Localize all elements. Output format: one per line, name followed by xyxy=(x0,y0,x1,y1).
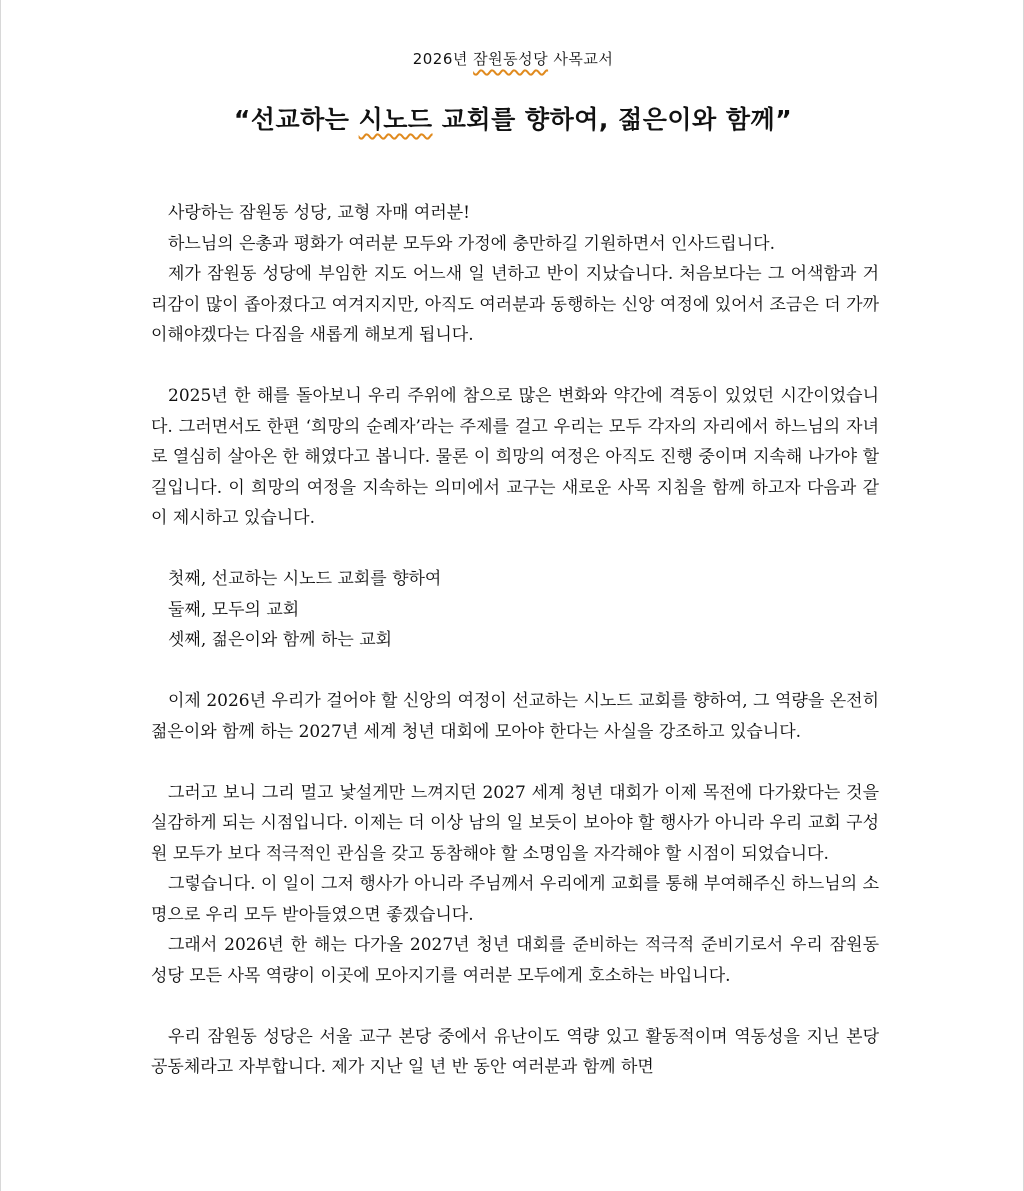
intro-paragraph: 제가 잠원동 성당에 부임한 지도 어느새 일 년하고 반이 지났습니다. 처음보다는 그 어색함과 거리감이 많이 좁아졌다고 여겨지지만, 아직도 여러분과 동행하는 신앙 여정에 있어서 조금은 더 가까이해야겠다는 다짐을 새롭게 해보게 됩니다. xyxy=(151,264,879,345)
document-header xyxy=(1,48,1024,69)
title-synod: 시노드 xyxy=(358,105,433,134)
year-review-paragraph: 2025년 한 해를 돌아보니 우리 주위에 참으로 많은 변화와 약간에 격동이 있었던 시간이었습니다. 그러면서도 한편 ‘희망의 순례자’라는 주제를 걸고 우리는 모두 각자의 자리에서 하느님의 자녀로 열심히 살아온 한 해였다고 봅니다. 물론 이 희망의 여정은 아직도 진행 중이며 지속해 나가야 할 길입니다. 이 희망의 여정을 지속하는 의미에서 교구는 새로운 사목 지침을 함께 하고자 다음과 같이 제시하고 있습니다. xyxy=(151,386,879,528)
paragraph-gap xyxy=(151,991,879,1022)
header-suffix: 사목교서 xyxy=(548,50,614,68)
guideline-item: 둘째, 모두의 교회 xyxy=(168,599,300,620)
document-body xyxy=(151,198,879,1083)
wyd-paragraph-1: 그러고 보니 그리 멀고 낯설게만 느껴지던 2027 세계 청년 대회가 이제 목전에 다가왔다는 것을 실감하게 되는 시점입니다. 이제는 더 이상 남의 일 보듯이 보아야 할 행사가 아니라 우리 교회 구성원 모두가 보다 적극적인 관심을 갖고 동참해야 할 소명임을 자각해야 할 시점이 되었습니다. xyxy=(151,782,879,864)
paragraph-gap xyxy=(151,656,879,687)
paragraph-gap xyxy=(151,534,879,565)
title-rest: 교회를 향하여, 젊은이와 함께” xyxy=(432,105,793,134)
greeting-paragraph: 사랑하는 잠원동 성당, 교형 자매 여러분! xyxy=(168,203,471,223)
document-title xyxy=(1,100,1024,136)
blessing-paragraph: 하느님의 은총과 평화가 여러분 모두와 가정에 충만하길 기원하면서 인사드립니다. xyxy=(168,233,775,254)
emphasis-paragraph: 이제 2026년 우리가 걸어야 할 신앙의 여정이 선교하는 시노드 교회를 향하여, 그 역량을 온전히 젊은이와 함께 하는 2027년 세계 청년 대회에 모아야 한다는 사실을 강조하고 있습니다. xyxy=(151,691,879,742)
guideline-item: 셋째, 젊은이와 함께 하는 교회 xyxy=(168,630,393,650)
header-year: 2026년 xyxy=(412,50,474,68)
guideline-item: 첫째, 선교하는 시노드 교회를 향하여 xyxy=(168,569,442,589)
community-paragraph: 우리 잠원동 성당은 서울 교구 본당 중에서 유난이도 역량 있고 활동적이며 역동성을 지닌 본당 공동체라고 자부합니다. 제가 지난 일 년 반 동안 여러분과 함께 하면 xyxy=(151,1026,879,1077)
wyd-paragraph-3: 그래서 2026년 한 해는 다가올 2027년 청년 대회를 준비하는 적극적 준비기로서 우리 잠원동 성당 모든 사목 역량이 이곳에 모아지기를 여러분 모두에게 호소하는 바입니다. xyxy=(151,935,879,986)
guideline-list xyxy=(151,564,879,656)
paragraph-gap xyxy=(151,747,879,778)
paragraph-gap xyxy=(151,351,879,382)
header-parish-name: 잠원동성당 xyxy=(473,50,549,68)
wyd-paragraph-2: 그렇습니다. 이 일이 그저 행사가 아니라 주님께서 우리에게 교회를 통해 부여해주신 하느님의 소명으로 우리 모두 받아들였으면 좋겠습니다. xyxy=(151,874,879,925)
title-open: “선교하는 xyxy=(233,105,359,134)
